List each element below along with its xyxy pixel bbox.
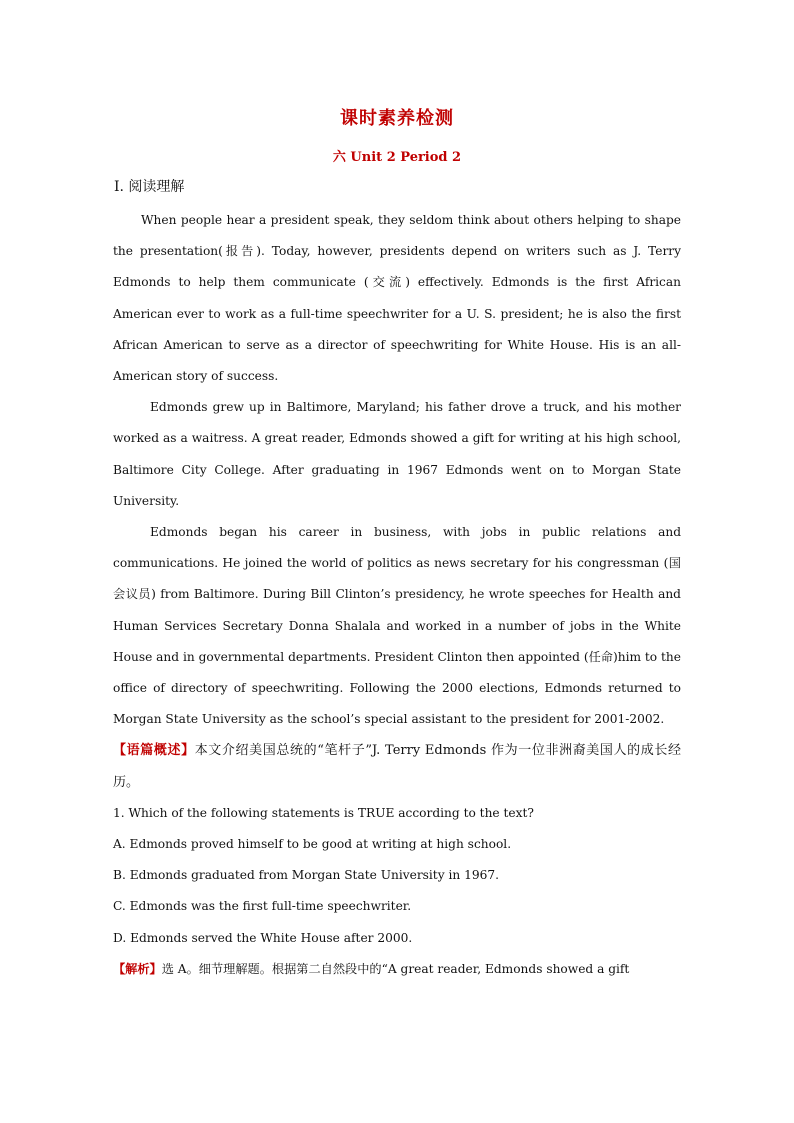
question-stem: 1. Which of the following statements is TRUE according to the text?: [113, 805, 534, 820]
option-b: B. Edmonds graduated from Morgan State University in 1967.: [113, 868, 499, 883]
passage-paragraph-2: Edmonds grew up in Baltimore, Maryland; his father drove a truck, and his mother worked as a waitress. A great reader, Edmonds showed a gift for writing at his high school, Baltimore City College. After graduating in 1967 Edmonds went on to Morgan State University.: [113, 400, 681, 508]
analysis-tag: 【解析】: [113, 961, 162, 976]
passage-paragraph-3: Edmonds began his career in business, with jobs in public relations and communications. He joined the world of politics as news secretary for his congressman (国会议员) from Baltimore. During Bill Clinton’s presidency, he wrote speeches for Health and Human Services Secretary Donna Shalala and worked in a number of jobs in the White House and in governmental departments. President Clinton then appointed (任命)him to the office of directory of speechwriting. Following the 2000 elections, Edmonds returned to Morgan State University as the school’s special assistant to the president for 2001-2002.: [113, 525, 681, 727]
passage-summary: [113, 735, 681, 797]
option-d: D. Edmonds served the White House after 2000.: [113, 930, 413, 945]
option-a: A. Edmonds proved himself to be good at writing at high school.: [113, 837, 512, 852]
summary-text: 本文介绍美国总统的“笔杆子”J. Terry Edmonds 作为一位非洲裔美国人的成长经历。: [113, 743, 681, 790]
page-title: 课时素养检测: [340, 108, 454, 129]
page-subtitle: 六 Unit 2 Period 2: [332, 150, 462, 165]
passage-paragraph-1: When people hear a president speak, they seldom think about others helping to shape the presentation(报告). Today, however, presidents depend on writers such as J. Terry Edmonds to help them communicate (交流) effectively. Edmonds is the first African American ever to work as a full-time speechwriter for a U. S. president; he is also the first African American to serve as a director of speechwriting for White House. His is an all-American story of success.: [113, 213, 681, 384]
summary-tag: 【语篇概述】: [113, 743, 195, 759]
option-c: C. Edmonds was the first full-time speechwriter.: [113, 899, 412, 914]
analysis: [113, 954, 681, 985]
analysis-text: 选 A。细节理解题。根据第二自然段中的“A great reader, Edmonds showed a gift: [161, 961, 630, 976]
document-body: [113, 205, 681, 985]
section-heading: Ⅰ. 阅读理解: [114, 179, 185, 195]
